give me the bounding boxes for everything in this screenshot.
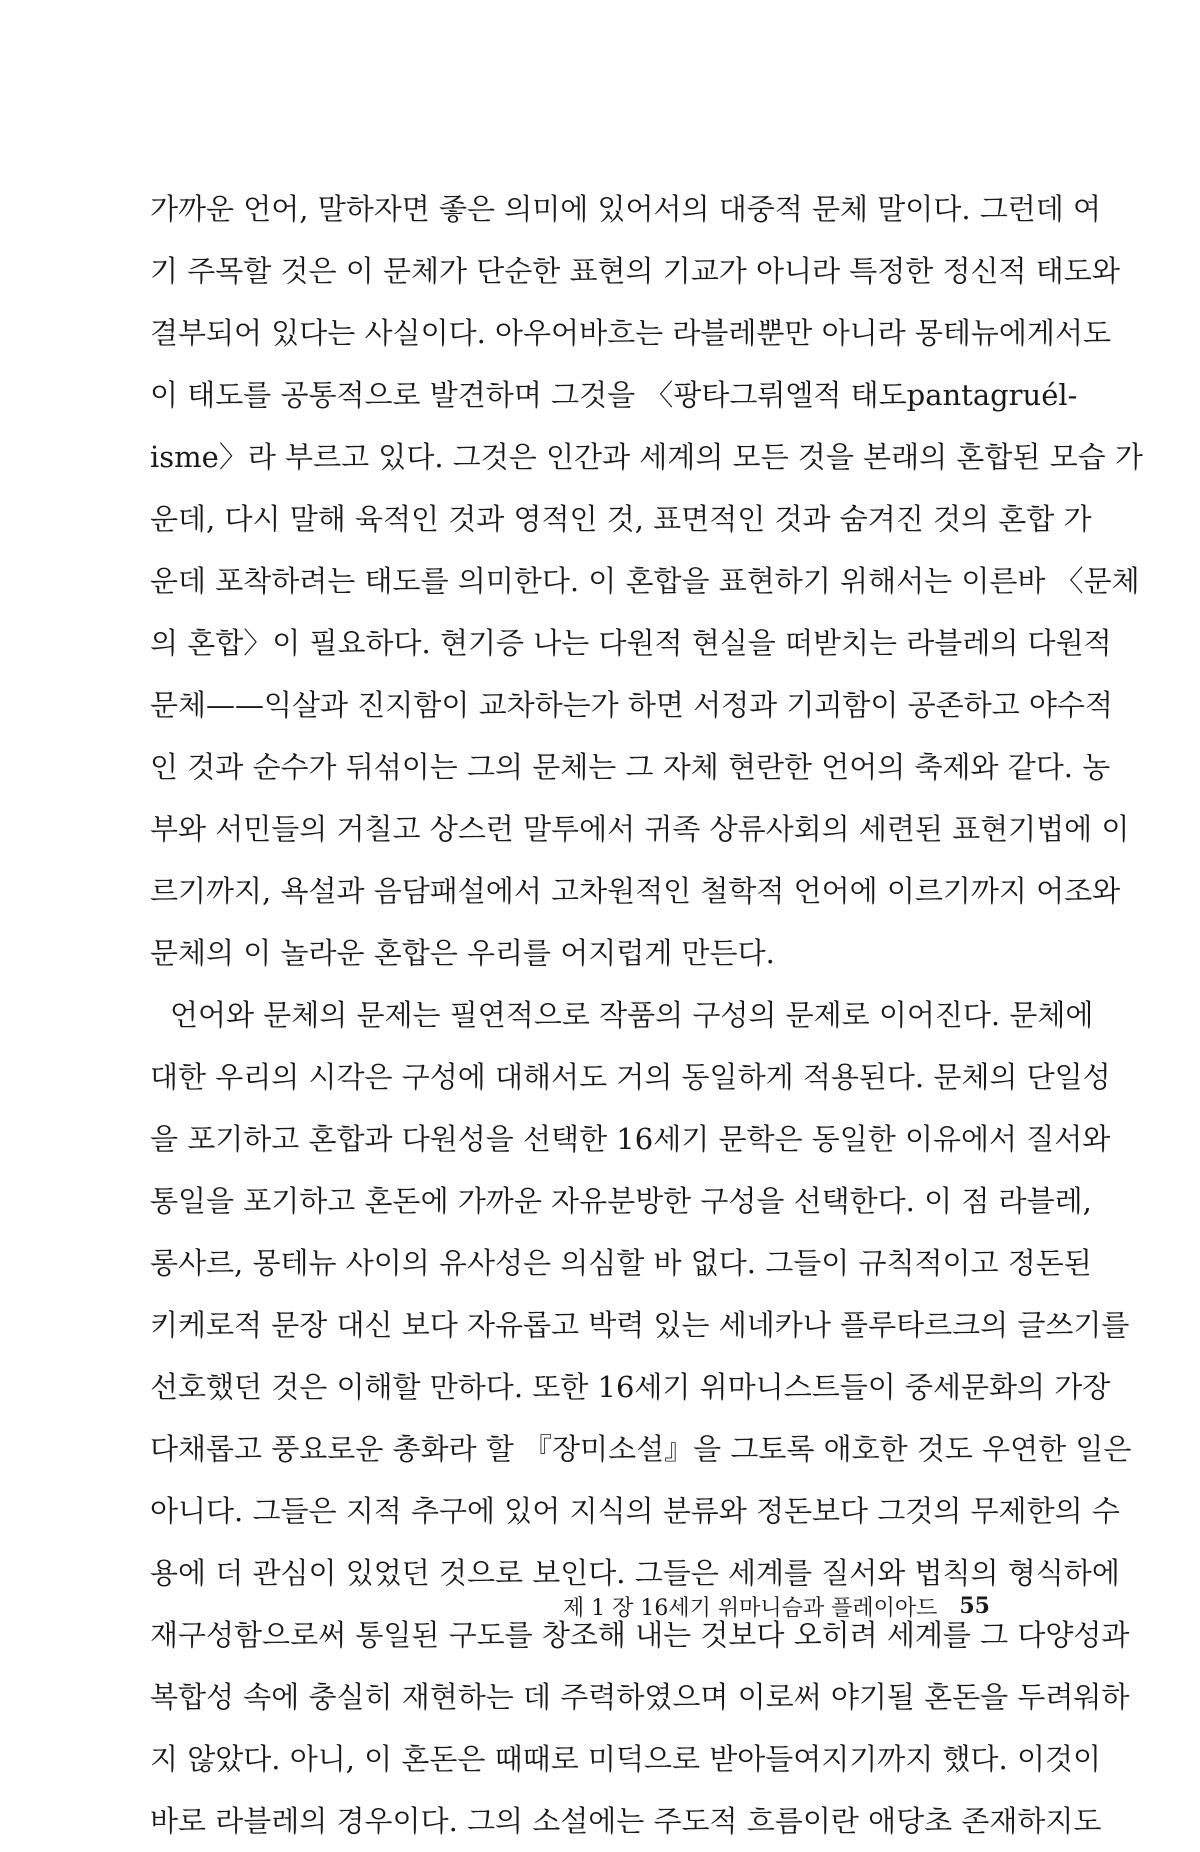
text-line: 복합성 속에 충실히 재현하는 데 주력하였으며 이로써 야기될 혼돈을 두려워하 — [150, 1680, 1130, 1714]
text-line: 부와 서민들의 거칠고 상스런 말투에서 귀족 상류사회의 세련된 표현기법에 이 — [150, 812, 1130, 846]
text-line-paragraph-start: 언어와 문체의 문제는 필연적으로 작품의 구성의 문제로 이어진다. 문체에 — [170, 998, 1094, 1032]
text-line: 의 혼합〉이 필요하다. 현기증 나는 다원적 현실을 떠받치는 라블레의 다원적 — [150, 626, 1112, 660]
text-line: 대한 우리의 시각은 구성에 대해서도 거의 동일하게 적용된다. 문체의 단일성 — [150, 1060, 1111, 1094]
text-line: isme〉라 부르고 있다. 그것은 인간과 세계의 모든 것을 본래의 혼합된 모습 가 — [150, 440, 1143, 474]
text-line: 이 태도를 공통적으로 발견하며 그것을 〈팡타그뤼엘적 태도pantagruél- — [150, 378, 1078, 412]
text-line: 운데 포착하려는 태도를 의미한다. 이 혼합을 표현하기 위해서는 이른바 〈문체 — [150, 564, 1140, 598]
text-line: 아니다. 그들은 지적 추구에 있어 지식의 분류와 정돈보다 그것의 무제한의 수 — [150, 1494, 1120, 1528]
text-line: 문체——익살과 진지함이 교차하는가 하면 서정과 기괴함이 공존하고 야수적 — [150, 688, 1113, 722]
text-line: 운데, 다시 말해 육적인 것과 영적인 것, 표면적인 것과 숨겨진 것의 혼합 가 — [150, 502, 1092, 536]
text-line: 결부되어 있다는 사실이다. 아우어바흐는 라블레뿐만 아니라 몽테뉴에게서도 — [150, 316, 1111, 350]
text-line: 롱사르, 몽테뉴 사이의 유사성은 의심할 바 없다. 그들이 규칙적이고 정돈된 — [150, 1246, 1092, 1280]
text-line: 을 포기하고 혼합과 다원성을 선택한 16세기 문학은 동일한 이유에서 질서와 — [150, 1122, 1111, 1156]
text-line: 인 것과 순수가 뒤섞이는 그의 문체는 그 자체 현란한 언어의 축제와 같다. 농 — [150, 750, 1111, 784]
text-line: 키케로적 문장 대신 보다 자유롭고 박력 있는 세네카나 플루타르크의 글쓰기를 — [150, 1308, 1130, 1342]
text-line: 재구성함으로써 통일된 구도를 창조해 내는 것보다 오히려 세계를 그 다양성과 — [150, 1618, 1130, 1652]
text-line: 바로 라블레의 경우이다. 그의 소설에는 주도적 흐름이란 애당초 존재하지도 — [150, 1804, 1102, 1838]
page-number: 55 — [959, 1593, 990, 1619]
running-head: 제 1 장 16세기 위마니슴과 플레이아드 — [562, 1595, 938, 1621]
text-line: 용에 더 관심이 있었던 것으로 보인다. 그들은 세계를 질서와 법칙의 형식하에 — [150, 1556, 1120, 1590]
text-line: 통일을 포기하고 혼돈에 가까운 자유분방한 구성을 선택한다. 이 점 라블레, — [150, 1184, 1092, 1218]
text-line: 선호했던 것은 이해할 만하다. 또한 16세기 위마니스트들이 중세문화의 가장 — [150, 1370, 1111, 1404]
text-line: 다채롭고 풍요로운 총화라 할 『장미소설』을 그토록 애호한 것도 우연한 일은 — [150, 1432, 1132, 1466]
text-line: 르기까지, 욕설과 음담패설에서 고차원적인 철학적 언어에 이르기까지 어조와 — [150, 874, 1121, 908]
page-footer — [560, 1586, 990, 1626]
text-line: 기 주목할 것은 이 문체가 단순한 표현의 기교가 아니라 특정한 정신적 태도와 — [150, 254, 1120, 288]
text-line: 가까운 언어, 말하자면 좋은 의미에 있어서의 대중적 문체 말이다. 그런데 여 — [150, 192, 1102, 226]
text-line: 지 않았다. 아니, 이 혼돈은 때때로 미덕으로 받아들여지기까지 했다. 이것이 — [150, 1742, 1102, 1776]
text-line-paragraph-end: 문체의 이 놀라운 혼합은 우리를 어지럽게 만든다. — [150, 936, 775, 970]
